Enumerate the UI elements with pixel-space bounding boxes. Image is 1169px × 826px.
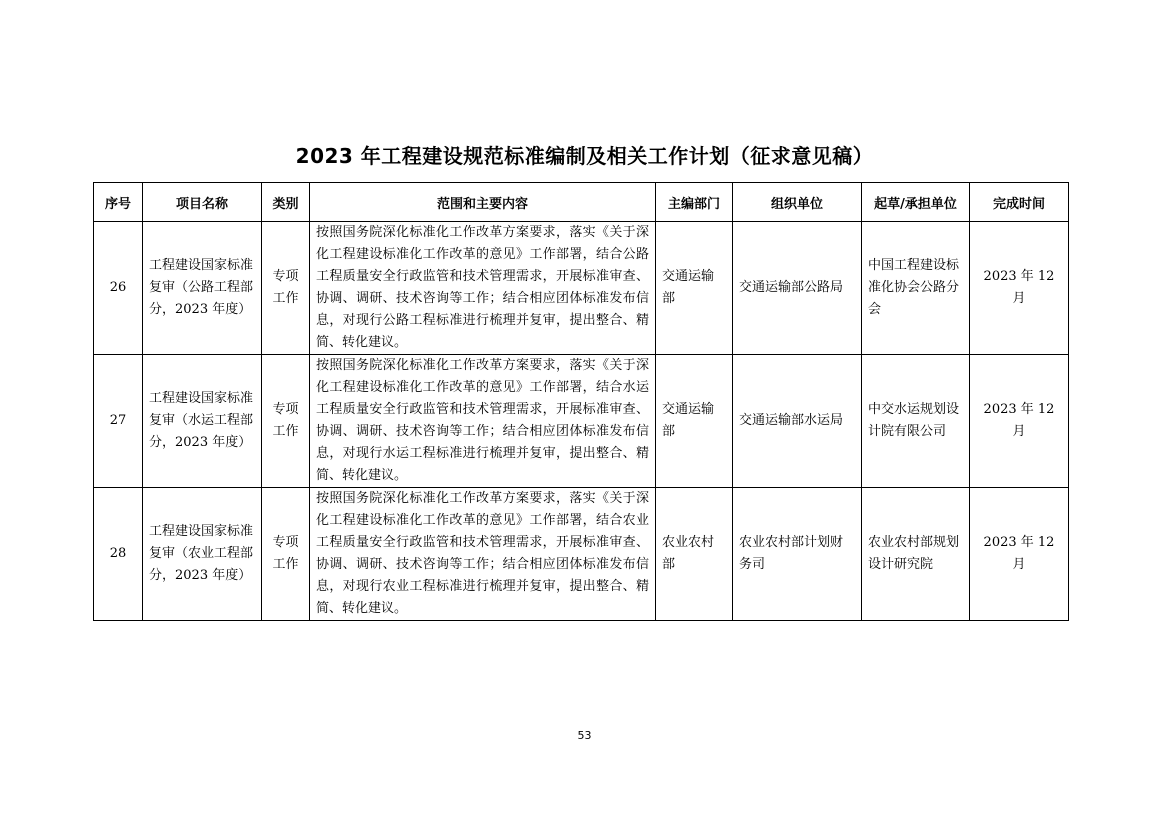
- header-deadline: 完成时间: [970, 183, 1069, 222]
- header-editor-dept: 主编部门: [656, 183, 733, 222]
- header-drafter: 起草/承担单位: [862, 183, 970, 222]
- cell-drafter: 农业农村部规划设计研究院: [862, 488, 970, 621]
- cell-project-name: 工程建设国家标准复审（公路工程部分，2023 年度）: [143, 222, 262, 355]
- header-org-unit: 组织单位: [733, 183, 862, 222]
- table-row: [94, 355, 1069, 488]
- cell-drafter: 中国工程建设标准化协会公路分会: [862, 222, 970, 355]
- cell-deadline: 2023 年 12 月: [970, 488, 1069, 621]
- cell-editor-dept: 交通运输部: [656, 355, 733, 488]
- cell-project-name: 工程建设国家标准复审（农业工程部分，2023 年度）: [143, 488, 262, 621]
- cell-editor-dept: 农业农村部: [656, 488, 733, 621]
- cell-no: 28: [94, 488, 143, 621]
- table-row: [94, 222, 1069, 355]
- table-header-row: [94, 183, 1069, 222]
- cell-content: 按照国务院深化标准化工作改革方案要求，落实《关于深化工程建设标准化工作改革的意见》工作部署，结合水运工程质量安全行政监管和技术管理需求，开展标准审查、协调、调研、技术咨询等工作；结合相应团体标准发布信息，对现行水运工程标准进行梳理并复审，提出整合、精简、转化建议。: [310, 355, 656, 488]
- header-no: 序号: [94, 183, 143, 222]
- cell-deadline: 2023 年 12 月: [970, 222, 1069, 355]
- cell-drafter: 中交水运规划设计院有限公司: [862, 355, 970, 488]
- table-row: [94, 488, 1069, 621]
- header-project-name: 项目名称: [143, 183, 262, 222]
- cell-project-name: 工程建设国家标准复审（水运工程部分，2023 年度）: [143, 355, 262, 488]
- work-plan-table: [93, 182, 1069, 621]
- cell-editor-dept: 交通运输部: [656, 222, 733, 355]
- header-content: 范围和主要内容: [310, 183, 656, 222]
- cell-org-unit: 交通运输部公路局: [733, 222, 862, 355]
- cell-category: 专项工作: [262, 222, 310, 355]
- cell-org-unit: 交通运输部水运局: [733, 355, 862, 488]
- cell-no: 27: [94, 355, 143, 488]
- cell-no: 26: [94, 222, 143, 355]
- cell-content: 按照国务院深化标准化工作改革方案要求，落实《关于深化工程建设标准化工作改革的意见》工作部署，结合农业工程质量安全行政监管和技术管理需求，开展标准审查、协调、调研、技术咨询等工作；结合相应团体标准发布信息，对现行农业工程标准进行梳理并复审，提出整合、精简、转化建议。: [310, 488, 656, 621]
- document-title: 2023 年工程建设规范标准编制及相关工作计划（征求意见稿）: [295, 144, 874, 168]
- cell-org-unit: 农业农村部计划财务司: [733, 488, 862, 621]
- page-number: 53: [577, 729, 592, 742]
- cell-deadline: 2023 年 12 月: [970, 355, 1069, 488]
- cell-content: 按照国务院深化标准化工作改革方案要求，落实《关于深化工程建设标准化工作改革的意见》工作部署，结合公路工程质量安全行政监管和技术管理需求，开展标准审查、协调、调研、技术咨询等工作；结合相应团体标准发布信息，对现行公路工程标准进行梳理并复审，提出整合、精简、转化建议。: [310, 222, 656, 355]
- cell-category: 专项工作: [262, 488, 310, 621]
- header-category: 类别: [262, 183, 310, 222]
- cell-category: 专项工作: [262, 355, 310, 488]
